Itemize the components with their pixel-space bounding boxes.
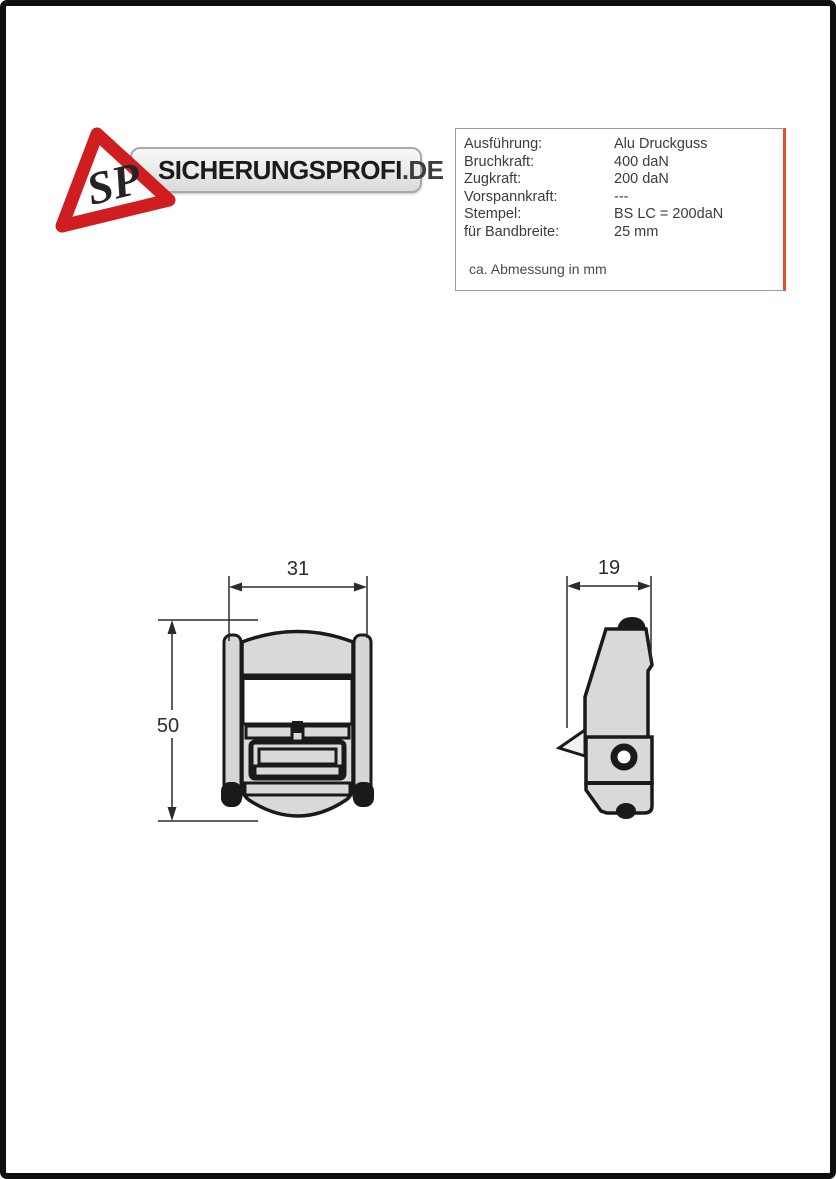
spec-value: Alu Druckguss — [614, 136, 708, 152]
sp-badge-label: SP — [81, 152, 146, 215]
spec-value: BS LC = 200daN — [614, 206, 724, 222]
spec-footnote: ca. Abmessung in mm — [469, 261, 607, 277]
spec-value: --- — [614, 188, 629, 205]
spec-row — [464, 154, 783, 172]
sp-badge — [50, 123, 182, 245]
spec-label: Zugkraft: — [464, 171, 522, 187]
spec-box — [455, 128, 786, 291]
spec-label: Ausführung: — [464, 136, 543, 152]
spec-label: Vorspannkraft: — [464, 188, 558, 205]
brand-tld-text: .DE — [401, 154, 444, 185]
spec-row — [464, 224, 783, 242]
dim-arrow-up — [168, 620, 177, 634]
side-view — [559, 617, 652, 818]
front-cam-bar-left — [246, 726, 292, 738]
front-lower-bar — [245, 783, 350, 795]
front-width-dim-label: 31 — [286, 558, 310, 580]
spec-label: Bruchkraft: — [464, 153, 535, 170]
front-right-rail — [354, 635, 371, 803]
front-cam-bar-right — [303, 726, 349, 738]
front-strap-window — [243, 679, 352, 725]
front-view — [221, 632, 374, 817]
dim-arrow-down — [168, 807, 177, 821]
spec-row — [464, 189, 783, 207]
spec-label: Stempel: — [464, 206, 522, 222]
front-left-rail — [224, 635, 241, 803]
dim-arrow-right — [638, 582, 651, 591]
spec-label: für Bandbreite: — [464, 223, 560, 240]
side-depth-dim-label: 19 — [597, 557, 621, 579]
side-cam-tooth — [559, 730, 585, 756]
dim-arrow-right — [354, 583, 367, 592]
spec-value: 25 mm — [614, 223, 659, 240]
front-thumb-ridge-bottom — [255, 766, 340, 776]
spec-value: 200 daN — [614, 171, 669, 187]
front-right-rail-cap — [353, 782, 374, 807]
technical-drawing — [140, 545, 670, 835]
dim-arrow-left — [567, 582, 580, 591]
front-thumb-ridge-top — [259, 749, 336, 764]
front-height-dim-label: 50 — [156, 715, 180, 737]
spec-value: 400 daN — [614, 153, 669, 170]
spec-row — [464, 136, 783, 154]
spec-row — [464, 206, 783, 224]
side-bottom-roller — [617, 804, 635, 818]
side-rivet-hole — [614, 747, 634, 767]
front-cam-notch — [292, 721, 303, 733]
front-left-rail-cap — [221, 782, 242, 807]
side-upper-arm — [585, 629, 652, 740]
brand-name-text: SICHERUNGSPROFI — [158, 154, 402, 185]
dim-arrow-left — [229, 583, 242, 592]
spec-row — [464, 171, 783, 189]
